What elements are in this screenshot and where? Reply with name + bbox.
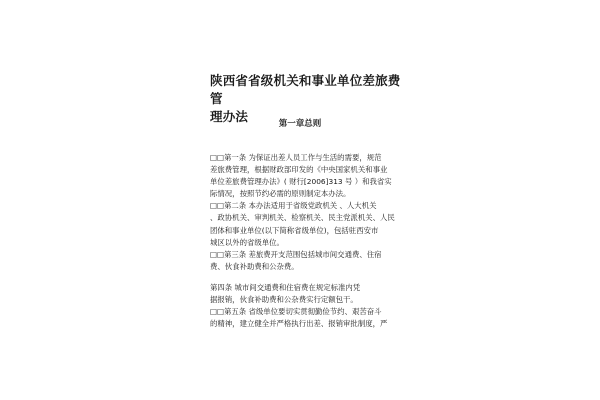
article-4-paragraph: 第四条 城市间交通费和住宿费在规定标准内凭 据报销，伙食补助费和公杂费实行定额包干。 xyxy=(210,282,361,305)
paragraph-gap xyxy=(210,273,406,282)
document-title: 陕西省省级机关和事业单位差旅费管 理办法 xyxy=(210,73,401,124)
article-2-paragraph: □□第二条 本办法适用于省级党政机关 、人大机关 、政协机关、审判机关、检察机关、民主党派机关、人民 团体和事业单位(以下简称省级单位)，包括驻西安市 城区以外的省级单位。 xyxy=(210,201,395,247)
article-3-paragraph: □□第三条 差旅费开支范围包括城市间交通费、住宿 费、伙食补助费和公杂费。 xyxy=(210,249,382,271)
chapter-heading: 第一章总则 xyxy=(278,119,322,129)
article-1-paragraph: □□第一条 为保证出差人员工作与生活的需要，规范 差旅费管理，根据财政部印发的《中央国家机关和事业 单位差旅费管理办法》( 财行[2006]313 号 ）和我省实 际情况，按照节约必需的原则制定本办法。 xyxy=(210,153,392,199)
document-body xyxy=(210,152,406,330)
article-5-paragraph: □□第五条 省级单位要切实贯彻勤俭节约、艰苦奋斗 的精神，建立健全并严格执行出差、报销审批制度，严 xyxy=(210,307,388,329)
